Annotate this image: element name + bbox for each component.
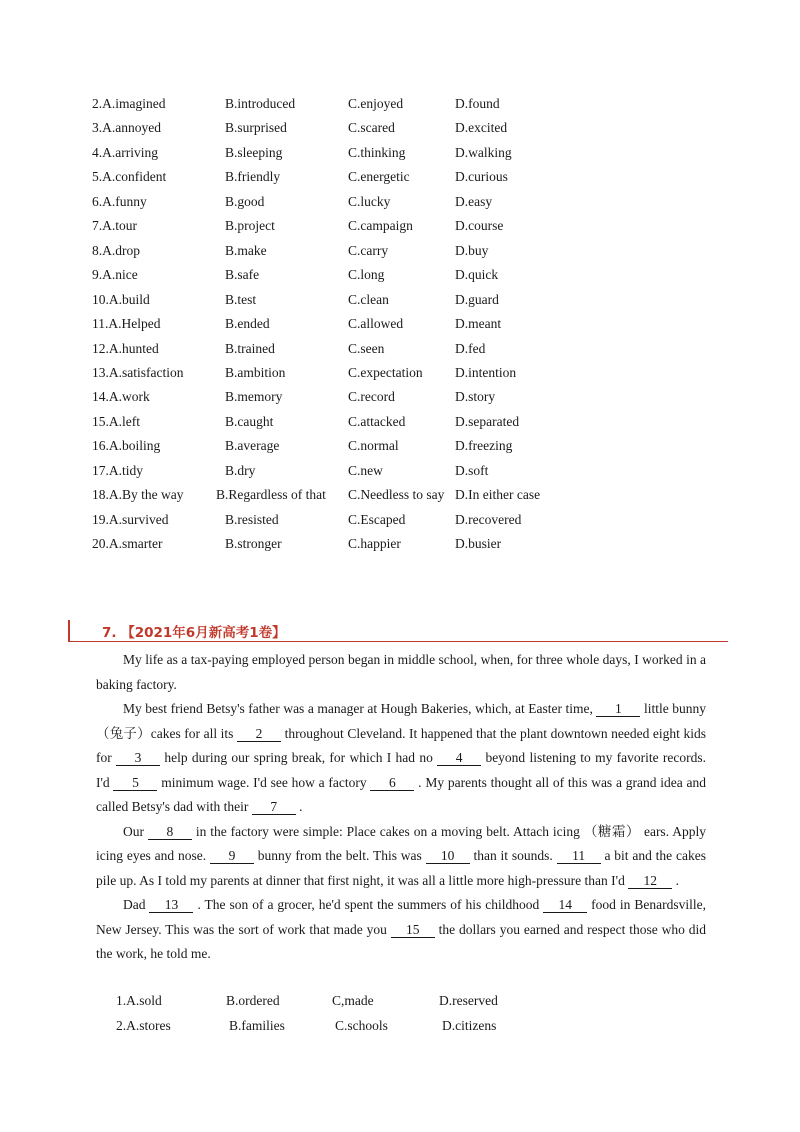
option-c: C.energetic — [348, 169, 410, 185]
option-a: 15.A.left — [92, 413, 140, 429]
option-b: B.friendly — [225, 169, 281, 185]
answer-blank[interactable]: 14 — [543, 897, 587, 913]
option-d: D.soft — [455, 462, 489, 478]
answer-blank[interactable]: 4 — [437, 750, 481, 766]
option-c: C.record — [348, 389, 395, 405]
option-b: B.good — [225, 193, 265, 209]
option-a: 8.A.drop — [92, 242, 140, 258]
option-b: B.dry — [225, 462, 256, 478]
answer-blank[interactable]: 10 — [426, 848, 470, 864]
option-d: D.citizens — [442, 1017, 497, 1033]
option-c: C.carry — [348, 242, 389, 258]
option-d: D.intention — [455, 364, 517, 380]
option-a: 12.A.hunted — [92, 340, 159, 356]
option-a: 2.A.imagined — [92, 96, 166, 111]
option-a: 9.A.nice — [92, 267, 138, 283]
option-d: D.reserved — [439, 993, 498, 1008]
option-b: B.families — [229, 1017, 285, 1033]
option-a: 6.A.funny — [92, 193, 147, 209]
option-c: C.campaign — [348, 218, 413, 234]
option-c: C.enjoyed — [348, 96, 404, 111]
option-b: B.Regardless of that — [216, 487, 326, 503]
option-a: 17.A.tidy — [92, 462, 144, 478]
option-a: 20.A.smarter — [92, 536, 163, 552]
option-a: 19.A.survived — [92, 511, 169, 527]
option-b: B.ended — [225, 316, 270, 332]
answer-blank[interactable]: 5 — [113, 775, 157, 791]
option-c: C,made — [332, 993, 374, 1008]
option-a: 18.A.By the way — [92, 487, 184, 503]
option-b: B.surprised — [225, 120, 287, 136]
option-b: B.caught — [225, 413, 274, 429]
option-a: 11.A.Helped — [92, 316, 161, 332]
option-d: D.separated — [455, 413, 520, 429]
option-d: D.freezing — [455, 438, 513, 454]
answer-blank[interactable]: 13 — [149, 897, 193, 913]
answer-blank[interactable]: 8 — [148, 824, 192, 840]
option-b: B.resisted — [225, 511, 279, 527]
option-d: D.excited — [455, 120, 508, 136]
passage-paragraph-1: My life as a tax-paying employed person began in middle school, when, for three whole days, I worked in a baking factory. — [96, 652, 706, 692]
option-b: B.sleeping — [225, 144, 283, 160]
option-a: 2.A.stores — [116, 1017, 171, 1033]
option-b: B.average — [225, 438, 280, 454]
option-c: C.clean — [348, 291, 389, 307]
option-a: 13.A.satisfaction — [92, 364, 184, 380]
option-c: C.allowed — [348, 316, 404, 332]
section-title: 7. 【2021年6月新高考1卷】 — [102, 625, 286, 641]
passage-paragraph-2: My best friend Betsy's father was a manager at Hough Bakeries, which, at Easter time, 1 little bunny（兔子）cakes for all its 2 throughout Cleveland. It happened that the plant downtown needed eight kids for 3 help during our spring break, for which I had no 4 beyond listening to my favorite records. I'd 5 minimum wage. I'd see how a factory 6 . My parents thought all of this was a grand idea and called Betsy's dad with their 7 . — [96, 701, 706, 814]
answer-blank[interactable]: 12 — [628, 873, 672, 889]
option-b: B.memory — [225, 389, 283, 405]
option-c: C.happier — [348, 536, 401, 552]
option-a: 4.A.arriving — [92, 144, 158, 160]
option-d: D.curious — [455, 169, 508, 185]
answer-blank[interactable]: 7 — [252, 799, 296, 815]
option-d: D.busier — [455, 536, 502, 552]
option-c: C.Escaped — [348, 511, 406, 527]
option-b: B.test — [225, 291, 257, 307]
answer-blank[interactable]: 6 — [370, 775, 414, 791]
option-d: D.found — [455, 96, 500, 111]
option-b: B.stronger — [225, 536, 282, 552]
passage-paragraph-4: Dad 13 . The son of a grocer, he'd spent the summers of his childhood 14 food in Benardsville, New Jersey. This was the sort of work that made you 15 the dollars you earned and respect those who did the work, he told me. — [96, 897, 706, 961]
option-a: 14.A.work — [92, 389, 150, 405]
option-a: 1.A.sold — [116, 993, 162, 1008]
option-c: C.thinking — [348, 144, 406, 160]
option-a: 3.A.annoyed — [92, 120, 161, 136]
answer-blank[interactable]: 3 — [116, 750, 160, 766]
option-d: D.course — [455, 218, 504, 234]
answer-blank[interactable]: 15 — [391, 922, 435, 938]
answer-blank[interactable]: 1 — [596, 701, 640, 717]
option-b: B.safe — [225, 267, 260, 283]
option-b: B.make — [225, 242, 267, 258]
section-underline — [68, 641, 728, 642]
section-header — [68, 620, 728, 642]
option-c: C.new — [348, 462, 383, 478]
option-c: C.lucky — [348, 193, 391, 209]
option-c: C.scared — [348, 120, 395, 136]
option-a: 16.A.boiling — [92, 438, 161, 454]
answer-blank[interactable]: 2 — [237, 726, 281, 742]
option-d: D.recovered — [455, 511, 522, 527]
option-b: B.project — [225, 218, 275, 234]
option-b: B.ambition — [225, 364, 286, 380]
option-b: B.trained — [225, 340, 275, 356]
option-d: D.easy — [455, 193, 493, 209]
option-d: D.story — [455, 389, 496, 405]
option-c: C.attacked — [348, 413, 406, 429]
option-a: 7.A.tour — [92, 218, 137, 234]
option-c: C.seen — [348, 340, 385, 356]
section-marker-bar — [68, 620, 70, 642]
option-b: B.introduced — [225, 96, 296, 111]
passage-paragraph-3: Our 8 in the factory were simple: Place cakes on a moving belt. Attach icing （糖霜） ears. Apply icing eyes and nose. 9 bunny from the belt. This was 10 than it sounds. 11 a bit and the cakes pile up. As I told my parents at dinner that first night, it was all a little more high-pressure than I'd 12 . — [96, 823, 706, 888]
option-a: 5.A.confident — [92, 169, 167, 185]
option-c: C.Needless to say — [348, 487, 445, 503]
option-d: D.fed — [455, 340, 486, 356]
option-b: B.ordered — [226, 993, 280, 1008]
option-c: C.normal — [348, 438, 399, 454]
option-d: D.walking — [455, 144, 512, 160]
answer-blank[interactable]: 11 — [557, 848, 601, 864]
option-c: C.schools — [335, 1017, 388, 1033]
option-a: 10.A.build — [92, 291, 150, 307]
option-d: D.In either case — [455, 487, 541, 503]
option-d: D.buy — [455, 242, 489, 258]
option-c: C.long — [348, 267, 385, 283]
reading-passage — [96, 648, 706, 967]
option-d: D.quick — [455, 267, 499, 283]
option-d: D.meant — [455, 316, 502, 332]
option-d: D.guard — [455, 291, 499, 307]
answer-blank[interactable]: 9 — [210, 848, 254, 864]
option-c: C.expectation — [348, 364, 423, 380]
